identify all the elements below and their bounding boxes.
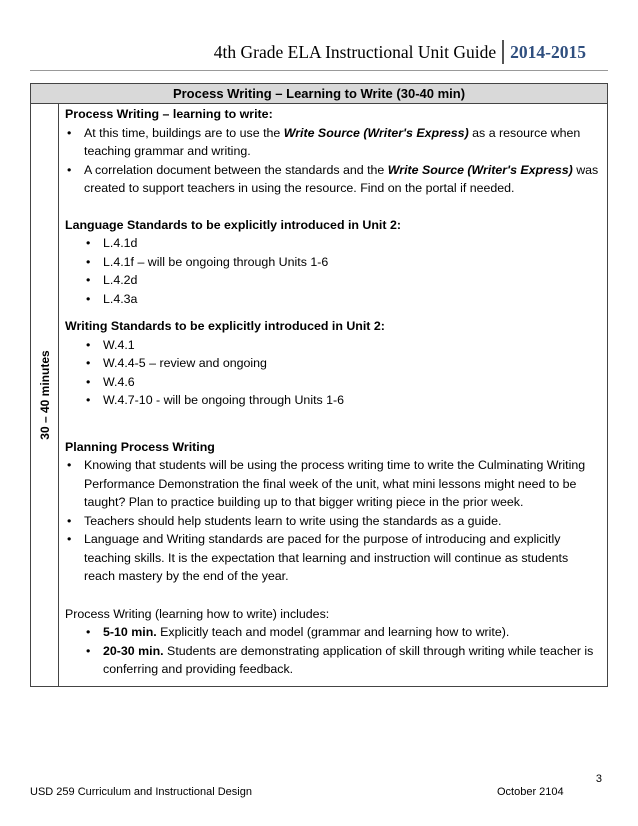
list-item: • At this time, buildings are to use the Write Source (Writer's Express) as a resource when teaching grammar and writing.: [65, 124, 599, 161]
list-item: • A correlation document between the standards and the Write Source (Writer's Express) was created to support teachers in using the resource. Find on the portal if needed.: [65, 161, 599, 198]
footer-left: USD 259 Curriculum and Instructional Design: [30, 786, 252, 798]
list-item: • L.4.2d: [65, 271, 599, 290]
bullet-list: [65, 623, 599, 679]
section-title: Language Standards to be explicitly introduced in Unit 2:: [65, 217, 401, 232]
content-table: [30, 83, 608, 687]
table-content: [65, 105, 599, 679]
list-item: • L.4.1d: [65, 234, 599, 253]
section-title: Writing Standards to be explicitly introduced in Unit 2:: [65, 319, 385, 333]
footer-right: October 2104: [497, 786, 564, 798]
list-item: • W.4.1: [65, 336, 599, 355]
page-header: [214, 40, 586, 64]
header-title: 4th Grade ELA Instructional Unit Guide: [214, 40, 504, 64]
list-item: • L.4.3a: [65, 290, 599, 309]
bullet-list: [65, 456, 599, 586]
list-item: • 5-10 min. Explicitly teach and model (grammar and learning how to write).: [65, 623, 599, 642]
list-item: • W.4.7-10 - will be ongoing through Units 1-6: [65, 391, 599, 410]
list-item: • Language and Writing standards are paced for the purpose of introducing and explicitly teaching skills. It is the expectation that learning and instruction will continue as students reach mastery by the end of the year.: [65, 530, 599, 586]
header-rule: [30, 70, 608, 71]
section-title: Planning Process Writing: [65, 439, 215, 454]
side-label: 30 – 40 minutes: [37, 350, 52, 440]
bullet-list: [65, 234, 599, 308]
section-title: Process Writing – learning to write:: [65, 107, 273, 121]
page-number: 3: [595, 773, 602, 785]
bullet-list: [65, 336, 599, 410]
side-column: [31, 104, 59, 686]
section-intro: Process Writing (learning how to write) includes:: [65, 606, 330, 621]
list-item: • Teachers should help students learn to write using the standards as a guide.: [65, 512, 599, 531]
table-body: [31, 104, 607, 686]
list-item: • 20-30 min. Students are demonstrating application of skill through writing while teacher is conferring and providing feedback.: [65, 642, 599, 679]
list-item: • W.4.6: [65, 373, 599, 392]
table-heading: Process Writing – Learning to Write (30-40 min): [31, 84, 607, 104]
bullet-list: [65, 124, 599, 198]
list-item: • L.4.1f – will be ongoing through Units 1-6: [65, 253, 599, 272]
list-item: • W.4.4-5 – review and ongoing: [65, 354, 599, 373]
list-item: • Knowing that students will be using the process writing time to write the Culminating Writing Performance Demonstration the final week of the unit, what mini lessons might need to be taught? Plan to practice building up to that bigger writing piece in the prior week.: [65, 456, 599, 512]
header-year: 2014-2015: [510, 42, 586, 62]
